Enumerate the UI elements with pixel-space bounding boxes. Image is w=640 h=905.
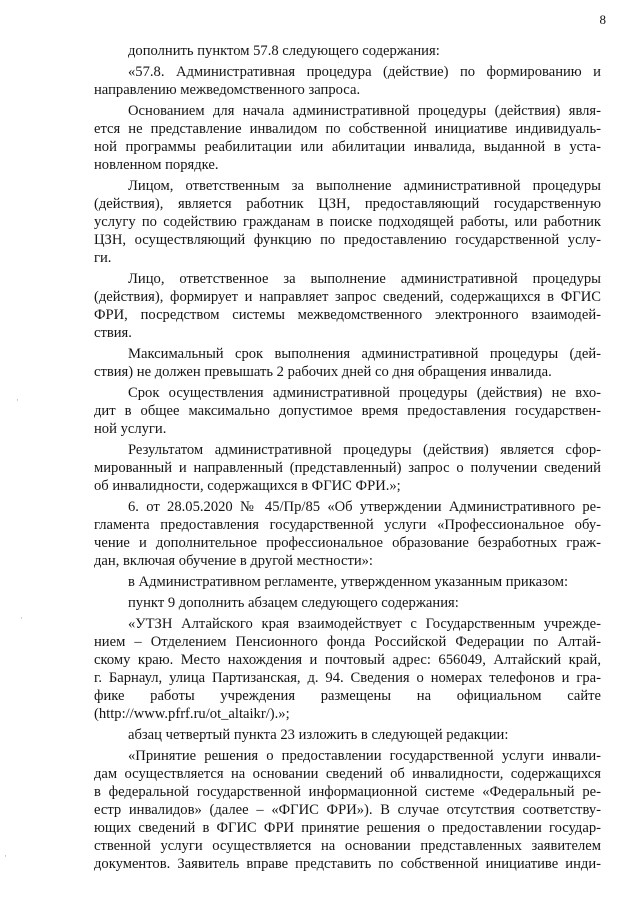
text-line: Результатом административной процедуры (действия) является сфор-	[128, 442, 601, 458]
paragraph	[94, 594, 601, 612]
text-line: гламента предоставления государственной услуги «Профессиональное обу-	[94, 517, 601, 533]
text-line: г. Барнаул, улица Партизанская, д. 94. Сведения о номерах телефонов и гра-	[94, 670, 601, 686]
paragraph	[94, 498, 601, 570]
text-line: услугу по содействию гражданам в поиске подходящей работы, или работник	[94, 214, 601, 230]
paragraph	[94, 441, 601, 495]
text-line: мированный и направленный (представленный) запрос о получении сведений	[94, 460, 601, 476]
paragraph	[94, 102, 601, 174]
page-number: 8	[599, 12, 606, 27]
text-line: (действия), является работник ЦЗН, предоставляющий государственную	[94, 196, 601, 212]
paragraph	[94, 747, 601, 873]
text-line: фике работы учреждения размещены на официальном сайте	[94, 688, 601, 704]
text-line: «Принятие решения о предоставлении государственной услуги инвали-	[128, 748, 601, 764]
text-line: ствия.	[94, 325, 132, 341]
text-line: 6. от 28.05.2020 № 45/Пр/85 «Об утверждении Административного ре-	[128, 499, 601, 515]
paragraph	[94, 270, 601, 342]
paragraph	[94, 573, 601, 591]
text-line: ФРИ, посредством системы межведомственного электронного взаимодей-	[94, 307, 601, 323]
paragraph	[94, 177, 601, 267]
text-line: Лицо, ответственное за выполнение административной процедуры	[128, 271, 601, 287]
text-line: ной программы реабилитации или абилитации инвалида, выданной в уста-	[94, 139, 601, 155]
text-line: пункт 9 дополнить абзацем следующего содержания:	[128, 595, 459, 611]
text-line: дам осуществляется на основании сведений об инвалидности, содержащихся	[94, 766, 601, 782]
document-body	[94, 42, 601, 876]
paragraph	[94, 726, 601, 744]
text-line: дит в общее максимально допустимое время предоставления государствен-	[94, 403, 601, 419]
text-line: «57.8. Административная процедура (действие) по формированию и	[128, 64, 601, 80]
text-line: (http://www.pfrf.ru/ot_altaikr/).»;	[94, 706, 290, 722]
scan-mark: ·	[20, 614, 23, 624]
text-line: Лицом, ответственным за выполнение административной процедуры	[128, 178, 601, 194]
text-line: ги.	[94, 250, 112, 266]
text-line: ется не представление инвалидом по собственной инициативе индивидуаль-	[94, 121, 601, 137]
text-line: дополнить пунктом 57.8 следующего содержания:	[128, 43, 440, 59]
text-line: ЦЗН, осуществляющий функцию по предоставлению государственной услу-	[94, 232, 601, 248]
text-line: естр инвалидов» (далее – «ФГИС ФРИ»). В случае отсутствия соответству-	[94, 802, 601, 818]
text-line: направлению межведомственного запроса.	[94, 82, 361, 98]
paragraph	[94, 63, 601, 99]
text-line: ствия) не должен превышать 2 рабочих дней со дня обращения инвалида.	[94, 364, 552, 380]
text-line: нием – Отделением Пенсионного фонда Российской Федерации по Алтай-	[94, 634, 601, 650]
text-line: ственной услуги осуществляется на основании представленных заявителем	[94, 838, 601, 854]
paragraph	[94, 42, 601, 60]
text-line: документов. Заявитель вправе представить по собственной инициативе инди-	[94, 856, 601, 872]
scan-mark: ·	[16, 396, 19, 406]
text-line: скому краю. Место нахождения и почтовый адрес: 656049, Алтайский край,	[94, 652, 601, 668]
text-line: об инвалидности, содержащихся в ФГИС ФРИ.»;	[94, 478, 401, 494]
text-line: ной услуги.	[94, 421, 167, 437]
text-line: в федеральной государственной информационной системе «Федеральный ре-	[94, 784, 601, 800]
text-line: дан, включая обучение в другой местности»:	[94, 553, 373, 569]
text-line: «УТЗН Алтайского края взаимодействует с Государственным учрежде-	[128, 616, 601, 632]
text-line: в Административном регламенте, утвержденном указанным приказом:	[128, 574, 569, 590]
scan-mark: ·	[4, 852, 7, 862]
paragraph	[94, 615, 601, 723]
text-line: новленном порядке.	[94, 157, 219, 173]
paragraph	[94, 345, 601, 381]
text-line: Срок осуществления административной процедуры (действия) не вхо-	[128, 385, 601, 401]
text-line: (действия), формирует и направляет запрос сведений, содержащихся в ФГИС	[94, 289, 601, 305]
text-line: чение и дополнительное профессиональное образование безработных граж-	[94, 535, 601, 551]
text-line: Максимальный срок выполнения административной процедуры (дей-	[128, 346, 601, 362]
text-line: абзац четвертый пункта 23 изложить в следующей редакции:	[128, 727, 509, 743]
paragraph	[94, 384, 601, 438]
text-line: ющих сведений в ФГИС ФРИ принятие решения о предоставлении государ-	[94, 820, 601, 836]
text-line: Основанием для начала административной процедуры (действия) явля-	[128, 103, 601, 119]
